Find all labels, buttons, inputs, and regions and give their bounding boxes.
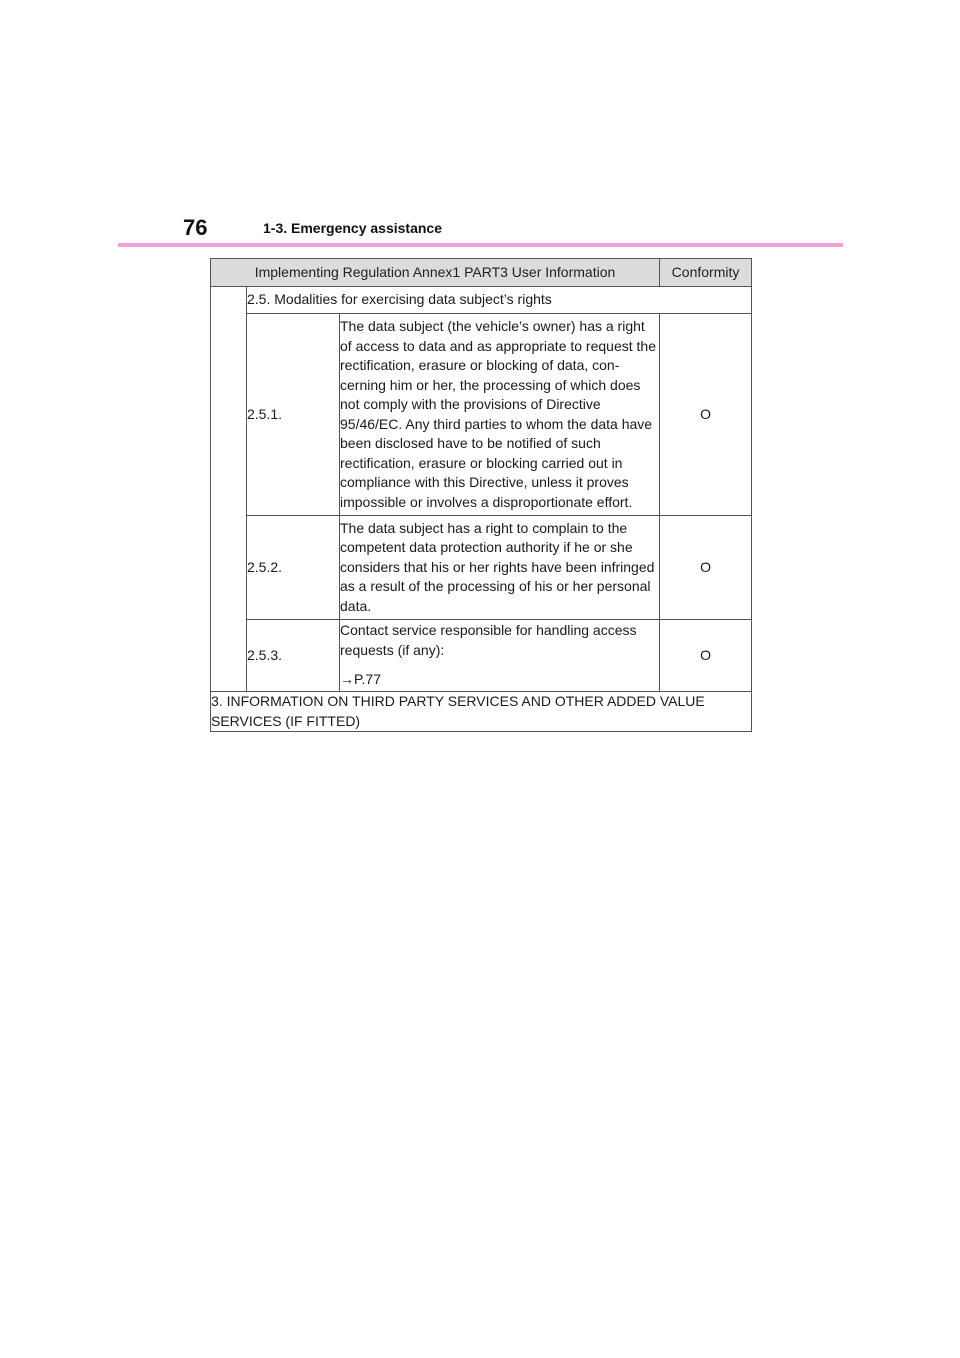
row-text: The data subject (the vehicle’s owner) has a right of access to data and as appropriate to request the rectification, erasure or blocking of data, con- cerning him or her, the processing of which does not comply with the provisions of Directive 95/46/EC. Any third parties to whom the data have been disclosed have to be notified of such rectification, erasure or blocking carried out in compliance with this Directive, unless it proves impossible or involves a disproportionate effort.	[340, 314, 660, 516]
page-reference-link[interactable]: →P.77	[340, 671, 381, 688]
subsection-row	[211, 287, 752, 314]
table-header-row	[211, 259, 752, 287]
column-header-conformity: Conformity	[660, 259, 752, 287]
subsection-title: 2.5. Modalities for exercising data subject’s rights	[247, 287, 752, 314]
indent-cell	[211, 287, 247, 692]
row-number: 2.5.1.	[247, 314, 340, 516]
table-row	[211, 620, 752, 692]
page-number: 76	[183, 215, 208, 240]
row-conformity: O	[660, 314, 752, 516]
user-information-table	[210, 258, 752, 732]
table-row	[211, 516, 752, 620]
row-conformity: O	[660, 516, 752, 620]
column-header-info: Implementing Regulation Annex1 PART3 User Information	[211, 259, 660, 287]
row-conformity: O	[660, 620, 752, 692]
section-3-heading: 3. INFORMATION ON THIRD PARTY SERVICES AND OTHER ADDED VALUE SERVICES (IF FITTED)	[211, 692, 752, 732]
row-text: The data subject has a right to complain to the competent data protection authority if he or she considers that his or her rights have been infringed as a result of the processing of his or her personal data.	[340, 516, 660, 620]
header-divider	[118, 243, 843, 247]
row-number: 2.5.2.	[247, 516, 340, 620]
footer-row	[211, 692, 752, 732]
table-row	[211, 314, 752, 516]
section-title: 1-3. Emergency assistance	[263, 220, 442, 236]
row-text: Contact service responsible for handling access requests (if any):	[340, 622, 637, 658]
row-text-cell	[340, 620, 660, 692]
row-number: 2.5.3.	[247, 620, 340, 692]
